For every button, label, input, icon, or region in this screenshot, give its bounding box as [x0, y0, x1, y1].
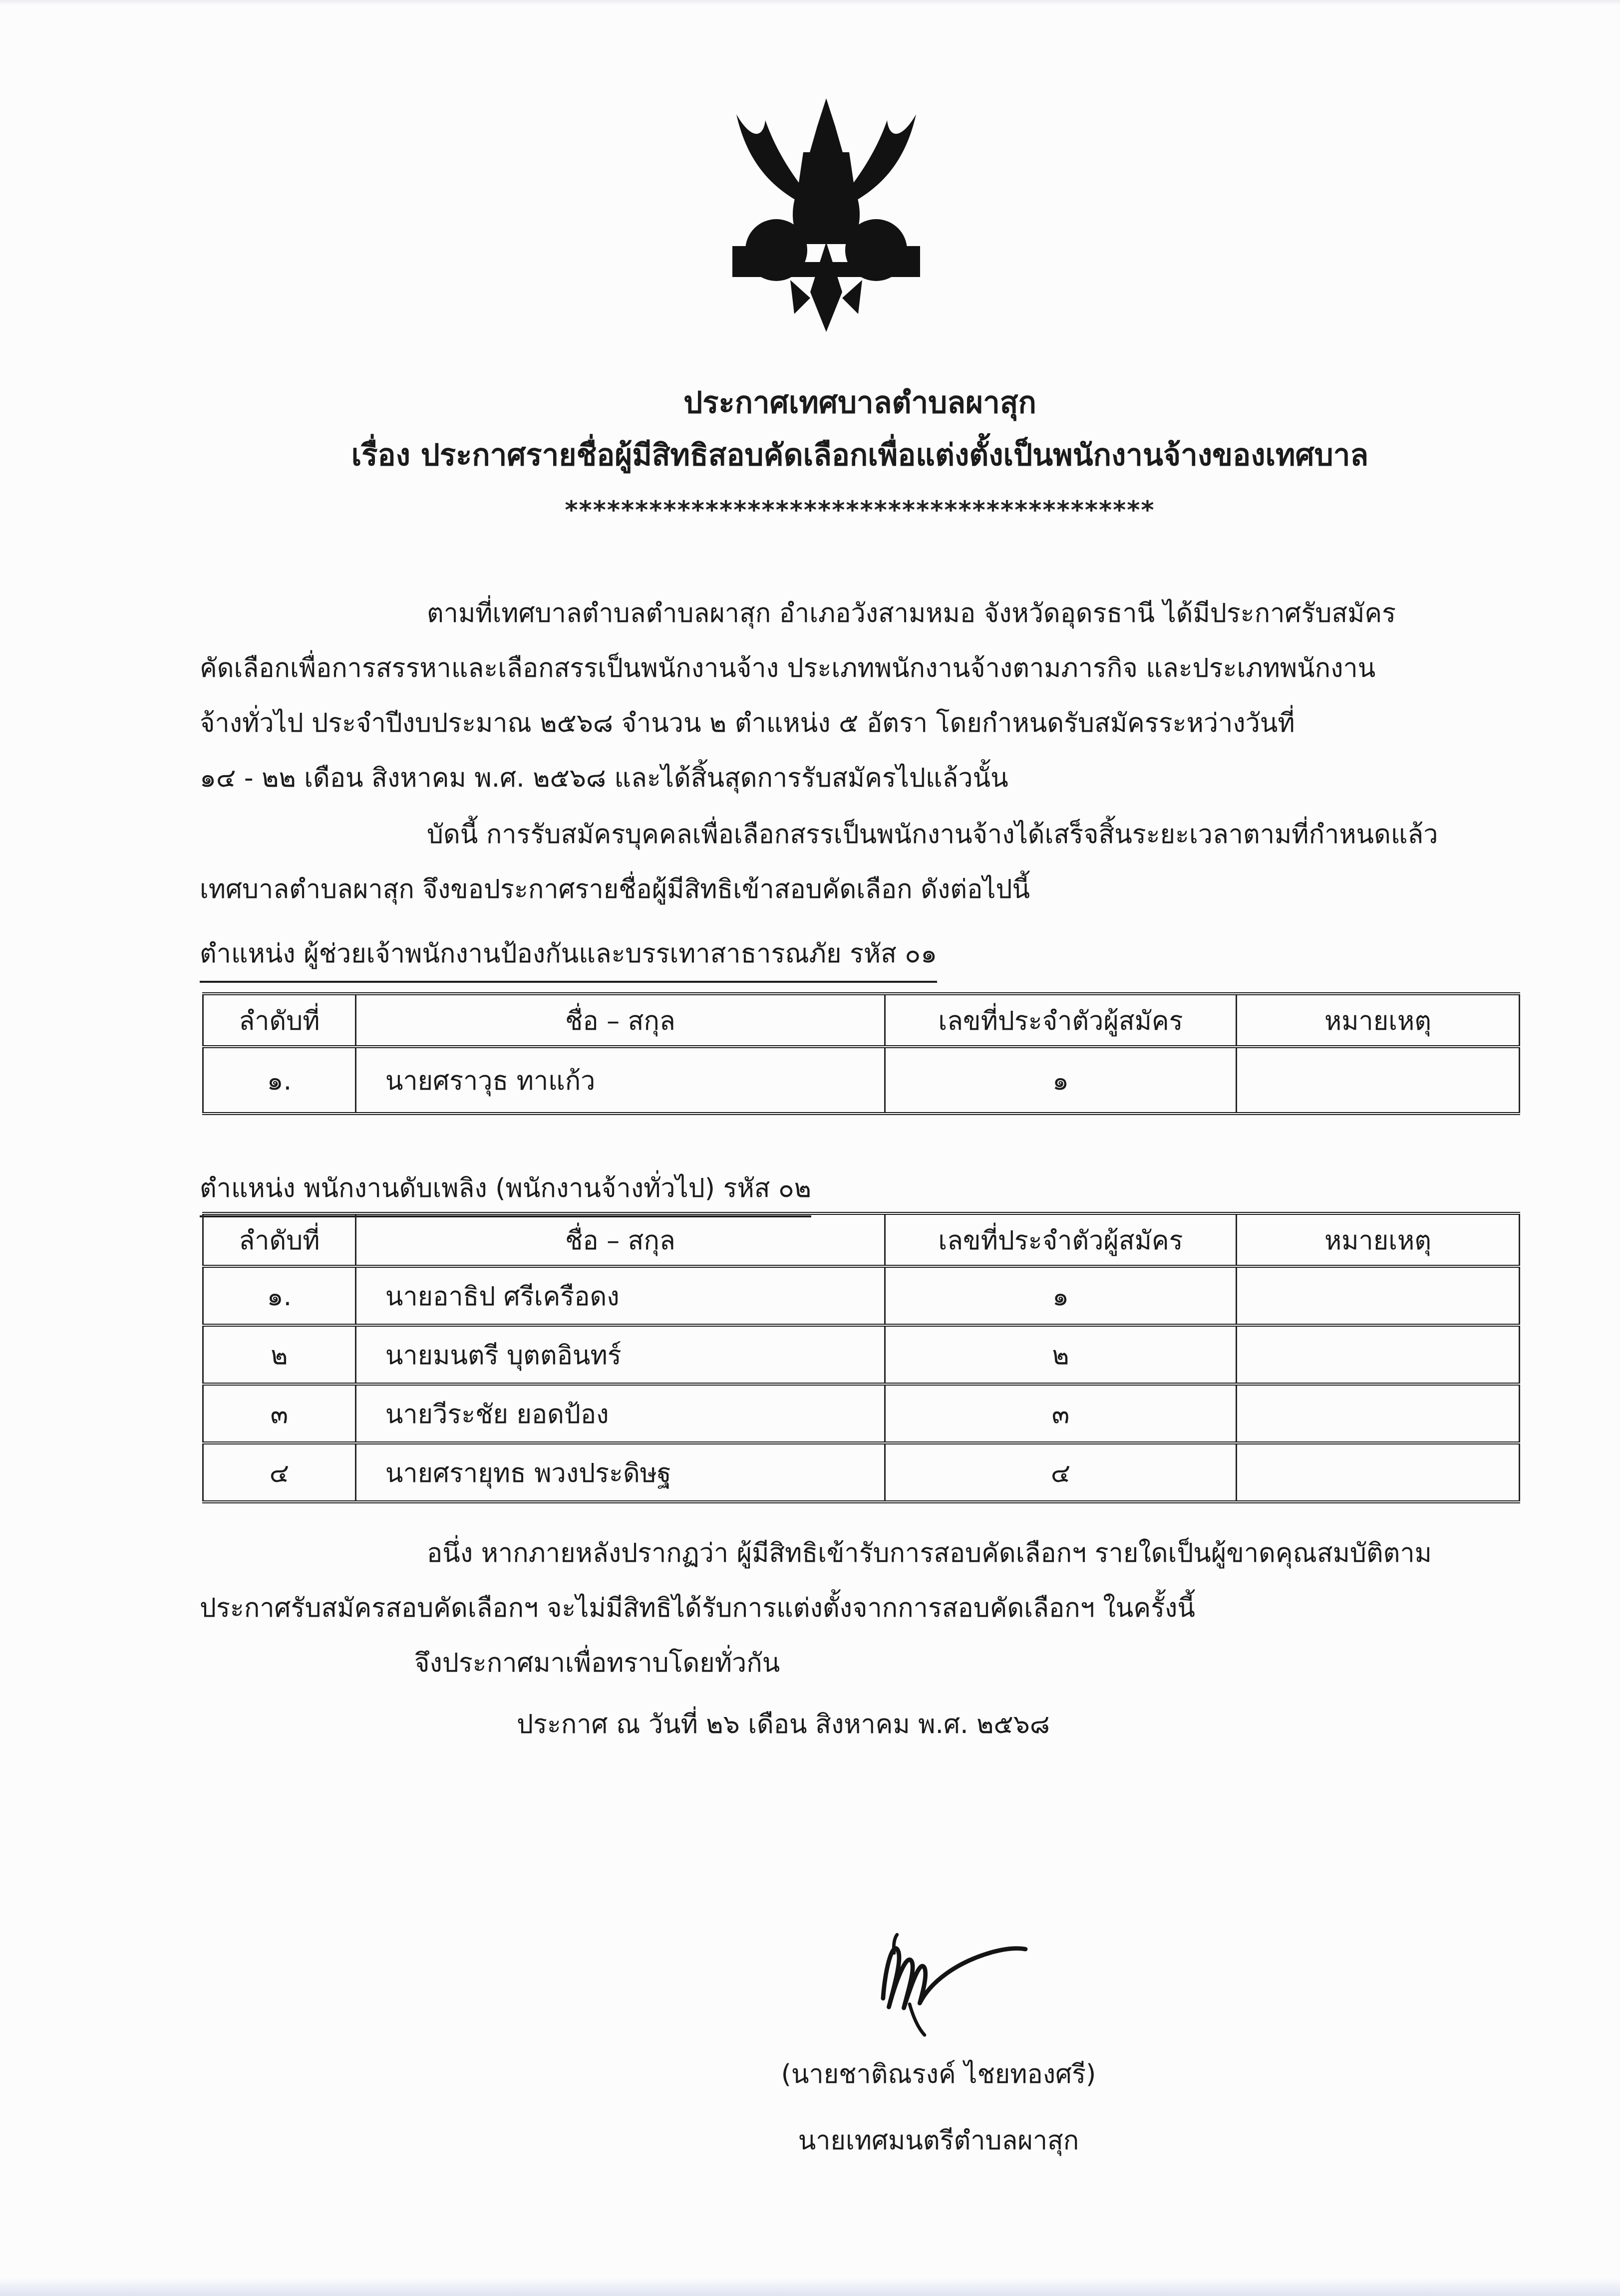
paragraph-announcement [200, 806, 1528, 916]
signatory-name: (นายชาติณรงค์ ไชยทองศรี) [781, 2059, 1096, 2089]
row-number-cell: ๑. [203, 1266, 356, 1325]
asterisk-separator: ****************************************** [565, 496, 1155, 525]
paragraph-line: บัดนี้ การรับสมัครบุคคลเพื่อเลือกสรรเป็นพนักงานจ้างได้เสร็จสิ้นระยะเวลาตามที่กำหนดแล้ว [427, 819, 1438, 850]
table-row [203, 1047, 1520, 1114]
note-cell [1237, 1325, 1520, 1384]
paragraph-line: อนึ่ง หากภายหลังปรากฏว่า ผู้มีสิทธิเข้ารับการสอบคัดเลือกฯ รายใดเป็นผู้ขาดคุณสมบัติตาม [427, 1538, 1432, 1568]
column-header-applicant-id: เลขที่ประจำตัวผู้สมัคร [885, 994, 1236, 1047]
row-number-cell: ๒ [203, 1325, 356, 1384]
handwritten-signature-icon [831, 1907, 1046, 2051]
applicants-table-position-01 [202, 992, 1520, 1115]
page-title: ประกาศเทศบาลตำบลผาสุก [683, 385, 1036, 420]
paragraph-line: ๑๔ - ๒๒ เดือน สิงหาคม พ.ศ. ๒๕๖๘ และได้สิ้นสุดการรับสมัครไปแล้วนั้น [200, 763, 1008, 793]
column-header-applicant-id: เลขที่ประจำตัวผู้สมัคร [885, 1213, 1236, 1266]
announcement-date-line: ประกาศ ณ วันที่ ๒๖ เดือน สิงหาคม พ.ศ. ๒๕๖๘ [517, 1709, 1050, 1739]
applicant-name-cell: นายศราวุธ ทาแก้ว [355, 1047, 885, 1114]
applicant-id-cell: ๔ [885, 1443, 1236, 1502]
applicant-id-cell: ๑ [885, 1266, 1236, 1325]
applicant-name-cell: นายมนตรี บุตตอินทร์ [355, 1325, 885, 1384]
note-cell [1237, 1266, 1520, 1325]
applicants-table-position-02 [202, 1212, 1520, 1503]
note-cell [1237, 1443, 1520, 1502]
column-header-order: ลำดับที่ [203, 994, 356, 1047]
row-number-cell: ๑. [203, 1047, 356, 1114]
applicant-id-cell: ๑ [885, 1047, 1236, 1114]
applicant-name-cell: นายอาธิป ศรีเครือดง [355, 1266, 885, 1325]
table-row [203, 1443, 1520, 1502]
column-header-note: หมายเหตุ [1237, 994, 1520, 1047]
paragraph-disclaimer [200, 1525, 1528, 1690]
paragraph-line: จ้างทั่วไป ประจำปีงบประมาณ ๒๕๖๘ จำนวน ๒ ตำแหน่ง ๕ อัตรา โดยกำหนดรับสมัครระหว่างวันที่ [200, 708, 1295, 738]
subject-line: เรื่อง ประกาศรายชื่อผู้มีสิทธิสอบคัดเลือกเพื่อแต่งตั้งเป็นพนักงานจ้างของเทศบาล [351, 438, 1369, 473]
paragraph-line: ตามที่เทศบาลตำบลตำบลผาสุก อำเภอวังสามหมอ จังหวัดอุดรธานี ได้มีประกาศรับสมัคร [427, 598, 1396, 628]
table-header-row [203, 994, 1520, 1047]
column-header-order: ลำดับที่ [203, 1213, 356, 1266]
row-number-cell: ๔ [203, 1443, 356, 1502]
paragraph-line: ประกาศรับสมัครสอบคัดเลือกฯ จะไม่มีสิทธิได้รับการแต่งตั้งจากการสอบคัดเลือกฯ ในครั้งนี้ [200, 1593, 1195, 1623]
applicant-id-cell: ๒ [885, 1325, 1236, 1384]
scan-edge-artifact-top [0, 0, 1620, 5]
section-1-position-title: ตำแหน่ง ผู้ช่วยเจ้าพนักงานป้องกันและบรรเทาสาธารณภัย รหัส ๐๑ [200, 932, 937, 983]
table-header-row [203, 1213, 1520, 1266]
applicant-id-cell: ๓ [885, 1384, 1236, 1443]
paragraph-line: คัดเลือกเพื่อการสรรหาและเลือกสรรเป็นพนักงานจ้าง ประเภทพนักงานจ้างตามภารกิจ และประเภทพนักงาน [200, 653, 1376, 683]
signatory-position: นายเทศมนตรีตำบลผาสุก [798, 2126, 1079, 2156]
table-row [203, 1325, 1520, 1384]
column-header-name: ชื่อ – สกุล [355, 994, 885, 1047]
section-2-position-title: ตำแหน่ง พนักงานดับเพลิง (พนักงานจ้างทั่วไป) รหัส ๐๒ [200, 1167, 811, 1217]
table-row [203, 1266, 1520, 1325]
column-header-note: หมายเหตุ [1237, 1213, 1520, 1266]
paragraph-line: จึงประกาศมาเพื่อทราบโดยทั่วกัน [414, 1648, 780, 1678]
scan-edge-artifact-bottom [0, 2278, 1620, 2296]
table-row [203, 1384, 1520, 1443]
column-header-name: ชื่อ – สกุล [355, 1213, 885, 1266]
paragraph-line: เทศบาลตำบลผาสุก จึงขอประกาศรายชื่อผู้มีสิทธิเข้าสอบคัดเลือก ดังต่อไปนี้ [200, 874, 1030, 904]
note-cell [1237, 1047, 1520, 1114]
garuda-emblem-icon [706, 92, 946, 352]
row-number-cell: ๓ [203, 1384, 356, 1443]
signature-block [674, 1907, 1203, 2167]
applicant-name-cell: นายศรายุทธ พวงประดิษฐ [355, 1443, 885, 1502]
note-cell [1237, 1384, 1520, 1443]
document-header [200, 377, 1520, 533]
paragraph-intro [200, 585, 1528, 805]
applicant-name-cell: นายวีระชัย ยอดป้อง [355, 1384, 885, 1443]
